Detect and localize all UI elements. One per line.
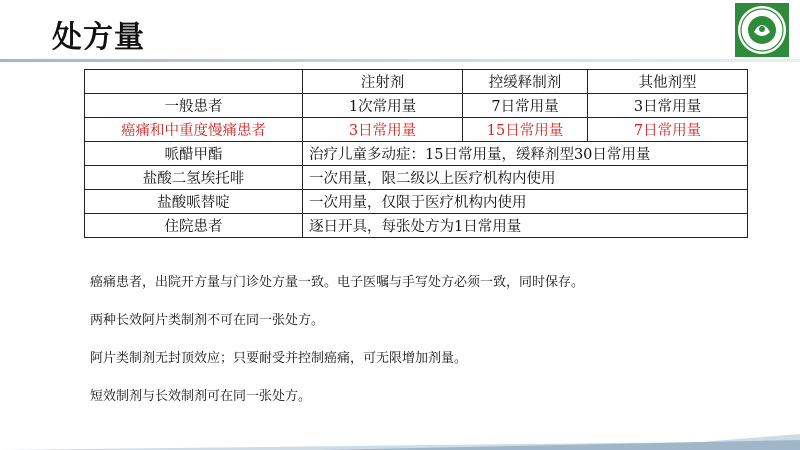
row-label: 盐酸二氢埃托啡 [85, 166, 303, 190]
table-row [85, 94, 748, 118]
row-label: 哌醋甲酯 [85, 142, 303, 166]
table-row [85, 142, 748, 166]
merged-cell: 一次用量，仅限于医疗机构内使用 [303, 190, 748, 214]
table-row [85, 190, 748, 214]
footer-decoration [0, 432, 800, 450]
header-cell-controlled-release: 控缓释制剂 [463, 70, 588, 94]
header-divider [0, 59, 800, 62]
row-label: 住院患者 [85, 214, 303, 238]
injection-cell: 1次常用量 [303, 94, 463, 118]
controlled-release-cell: 7日常用量 [463, 94, 588, 118]
row-label: 盐酸哌替啶 [85, 190, 303, 214]
controlled-release-cell: 15日常用量 [463, 118, 588, 142]
table-row [85, 214, 748, 238]
notes-section [90, 273, 584, 425]
injection-cell: 3日常用量 [303, 118, 463, 142]
note-item: 阿片类制剂无封顶效应；只要耐受并控制癌痛，可无限增加剂量。 [90, 351, 468, 366]
row-label: 一般患者 [85, 94, 303, 118]
society-seal-logo [734, 2, 790, 58]
header-cell-injection: 注射剂 [303, 70, 463, 94]
prescription-quantity-table [84, 69, 748, 238]
table-header-row [85, 70, 748, 94]
merged-cell: 一次用量，限二级以上医疗机构内使用 [303, 166, 748, 190]
header-cell-other-forms: 其他剂型 [588, 70, 748, 94]
merged-cell: 逐日开具，每张处方为1日常用量 [303, 214, 748, 238]
header-cell-empty [85, 70, 303, 94]
row-label: 癌痛和中重度慢痛患者 [85, 118, 303, 142]
table-row-highlighted [85, 118, 748, 142]
other-forms-cell: 3日常用量 [588, 94, 748, 118]
note-item: 两种长效阿片类制剂不可在同一张处方。 [90, 313, 325, 328]
merged-cell: 治疗儿童多动症：15日常用量，缓释剂型30日常用量 [303, 142, 748, 166]
table-row [85, 166, 748, 190]
note-item: 短效制剂与长效制剂可在同一张处方。 [90, 389, 312, 404]
other-forms-cell: 7日常用量 [588, 118, 748, 142]
note-item: 癌痛患者，出院开方量与门诊处方量一致。电子医嘱与手写处方必须一致，同时保存。 [90, 275, 585, 290]
page-title: 处方量 [52, 20, 145, 55]
